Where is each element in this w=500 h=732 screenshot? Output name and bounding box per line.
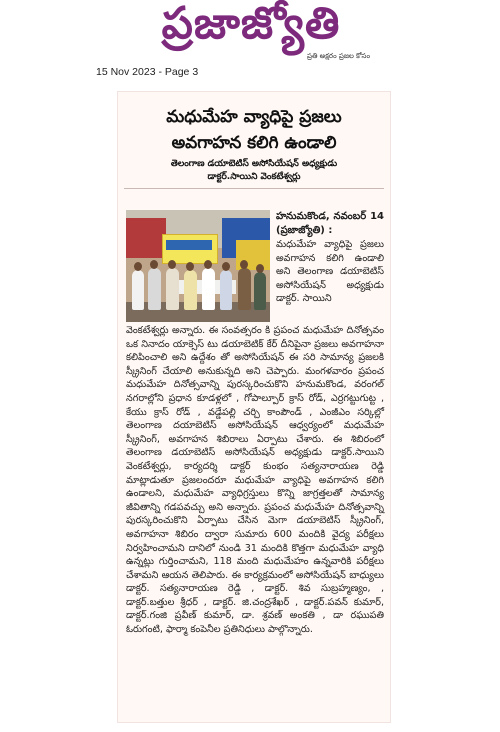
page-date-label: 15 Nov 2023 - Page 3 (96, 66, 199, 78)
masthead (0, 0, 500, 66)
subhead-line-1: తెలంగాణ డయాబెటిస్ అసోసియేషన్ అధ్యక్షుడు (170, 159, 338, 169)
newspaper-tagline: ప్రతి అక్షరం ప్రజల కోసం (306, 52, 370, 60)
divider (124, 188, 384, 189)
news-clipping (118, 92, 390, 722)
headline-line-2: అవగాహన కలిగి ఉండాలి (171, 133, 337, 153)
article-photo (126, 210, 270, 322)
article-intro-column: మధుమేహ వ్యాధిపై ప్రజలు అవగాహన కలిగి ఉండాలి అని తెలంగాణ డయాబెటిస్ అసోసియేషన్ అధ్యక్షుడు డాక్టర్. సాయిని (276, 239, 384, 305)
article-headline (118, 104, 390, 156)
newspaper-logo: ప్రజాజ్యోతి (161, 0, 341, 49)
article-body: వెంకటేశ్వర్లు అన్నారు. ఈ సంవత్సరం కి ప్రపంచ మధుమేహ దినోత్సవం ఒక నినాదం యాక్సెస్ టు డయాబెటిక్ కేర్ దీనిపైనా ప్రజలు అవగాహనా కలిపించాలి అని ఉద్దేశం తో అసోసియేషన్ ఈ సరి సామాన్య ప్రజలకి స్క్రీనింగ్ చేయాలి అనుకున్నది అని చెప్పారు. మంగళవారం ప్రపంచ మధుమేహ దినోత్సవాన్ని పురస్కరించుకొని హనుమకొండ, వరంగల్ నగరాల్లోని ప్రధాన కూడళ్లలో , గోపాల్పూర్ క్రాస్ రోడ్, ఎర్రగట్టుగుట్ట , కేయు క్రాస్ రోడ్ , వడ్డేపల్లి చర్చి కాంపౌండ్ , ఎంజీఎం సర్కిల్లో తెలంగాణ దయాబెటిస్ అసోసియేషన్ ఆధ్వర్యంలో మధుమేహ స్క్రీనింగ్, అవగాహన శిబిరాలు ఏర్పాటు చేశారు. ఈ శిబిరంలో తెలంగాణ డయాబెటిస్ అసోసియేషన్ అధ్యక్షుడు డాక్టర్.సాయిని వెంకటేశ్వర్లు, కార్యదర్శి డాక్టర్ కుంభం సత్యనారాయణ రెడ్డి మాట్లాడుతూ ప్రజలందరూ మధుమేహ వ్యాధిపై అవగాహన కలిగి ఉండాలని, మధుమేహ వ్యాధిగ్రస్తులు కొన్ని జాగ్రత్తలతో సామాన్య జీవితాన్ని గడపవచ్చు అని అన్నారు. ప్రపంచ మధుమేహ దినోత్సవాన్ని పురస్కరించుకొని ఏర్పాటు చేసిన మెగా డయాబెటిస్ స్క్రీనింగ్, అవగాహనా శిబిరం ద్వారా సుమారు 600 మందికి వైద్య పరీక్షలు నిర్వహించామని దానిలో నుండి 31 మందికి కొత్తగా మధుమేహ వ్యాధి ఉన్నట్లు గుర్తించామని, 118 మంది మధుమేహం ఉన్నవారికి పరీక్షలు చేశామని ఆయన తెలిపారు. ఈ కార్యక్రమంలో అసోసియేషన్ బాధ్యులు డాక్టర్. సత్యనారాయణ రెడ్డి , డాక్టర్. శివ సుబ్రహ్మణ్యం, , డాక్టర్.బత్తుల శ్రీధర్ , డాక్టర్. జి.చంద్రశేఖర్ , డాక్టర్.పవన్ కుమార్, డాక్టర్.గంజి ప్రవీణ్ కుమార్, డా. శ్రవణ్ అంకతి , డా రఘుపతి ఓరుగంటి, ఫార్మా కంపెనీల ప్రతినిధులు పాల్గొన్నారు. (126, 325, 384, 636)
headline-line-1: మధుమేహ వ్యాధిపై ప్రజలు (166, 107, 342, 127)
subhead-line-2: డాక్టర్.సాయిని వెంకటేశ్వర్లు (207, 172, 301, 182)
article-subheadline (122, 158, 386, 184)
article-dateline: హనుమకొండ, నవంబర్ 14 (ప్రజాజ్యోతి) : (276, 211, 384, 236)
